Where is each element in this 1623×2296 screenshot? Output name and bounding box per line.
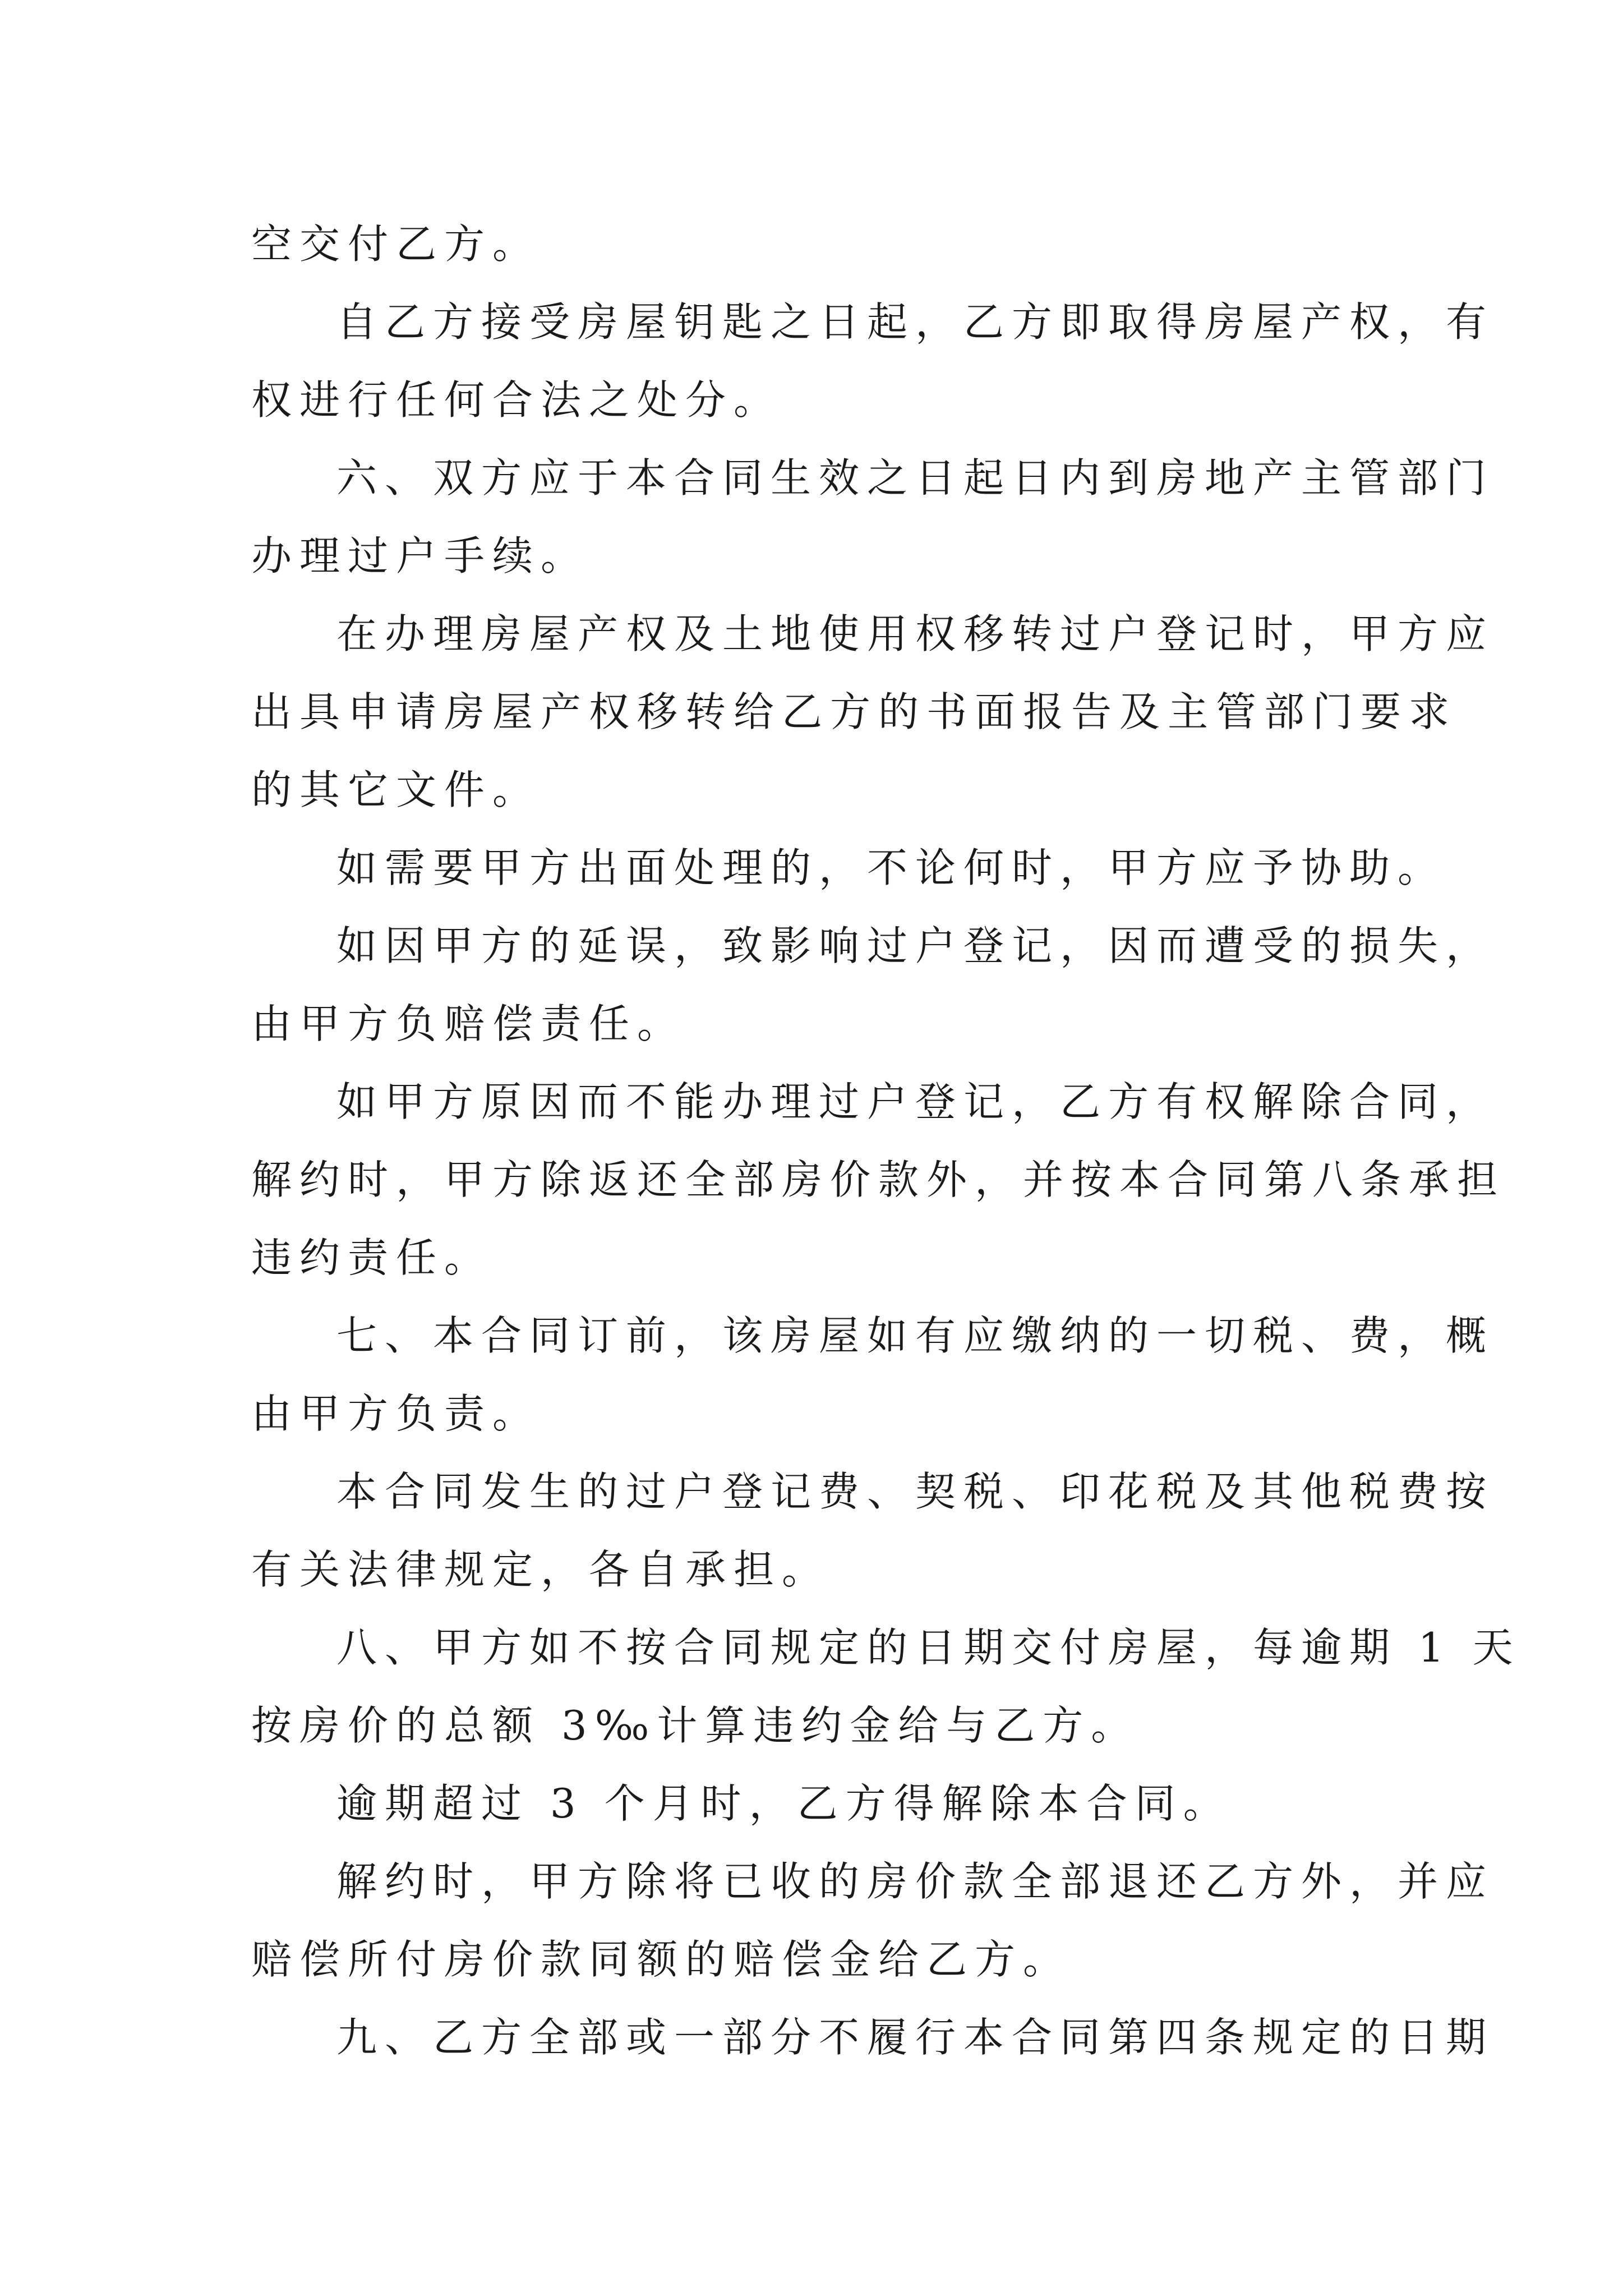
text-line-15: 七、本合同订前，该房屋如有应缴纳的一切税、费，概 — [336, 1312, 1495, 1359]
text-line-10: 如因甲方的延误，致影响过户登记，因而遭受的损失， — [336, 922, 1495, 969]
text-line-7: 出具申请房屋产权移转给乙方的书面报告及主管部门要求 — [251, 688, 1458, 735]
text-line-2: 自乙方接受房屋钥匙之日起，乙方即取得房屋产权，有 — [336, 298, 1495, 346]
text-line-1: 空交付乙方。 — [251, 220, 541, 268]
text-line-12: 如甲方原因而不能办理过户登记，乙方有权解除合同， — [336, 1078, 1495, 1125]
text-line-3: 权进行任何合法之处分。 — [251, 376, 782, 424]
text-line-11: 由甲方负赔偿责任。 — [251, 1000, 686, 1047]
text-line-4: 六、双方应于本合同生效之日起日内到房地产主管部门 — [336, 454, 1495, 501]
text-line-19: 八、甲方如不按合同规定的日期交付房屋，每逾期 1 天 — [336, 1624, 1521, 1671]
text-line-13: 解约时，甲方除返还全部房价款外，并按本合同第八条承担 — [251, 1156, 1506, 1203]
text-line-5: 办理过户手续。 — [251, 532, 589, 579]
text-line-21: 逾期超过 3 个月时，乙方得解除本合同。 — [336, 1780, 1232, 1827]
text-line-9: 如需要甲方出面处理的，不论何时，甲方应予协助。 — [336, 844, 1446, 891]
text-line-20: 按房价的总额 3‰计算违约金给与乙方。 — [251, 1702, 1140, 1749]
text-line-16: 由甲方负责。 — [251, 1390, 541, 1437]
text-line-24: 九、乙方全部或一部分不履行本合同第四条规定的日期 — [336, 2014, 1495, 2061]
text-line-8: 的其它文件。 — [251, 766, 541, 813]
text-line-6: 在办理房屋产权及土地使用权移转过户登记时，甲方应 — [336, 610, 1495, 657]
text-line-23: 赔偿所付房价款同额的赔偿金给乙方。 — [251, 1936, 1072, 1983]
text-line-17: 本合同发生的过户登记费、契税、印花税及其他税费按 — [336, 1468, 1495, 1515]
text-line-14: 违约责任。 — [251, 1234, 493, 1281]
text-line-22: 解约时，甲方除将已收的房价款全部退还乙方外，并应 — [336, 1858, 1495, 1905]
text-line-18: 有关法律规定，各自承担。 — [251, 1546, 831, 1593]
